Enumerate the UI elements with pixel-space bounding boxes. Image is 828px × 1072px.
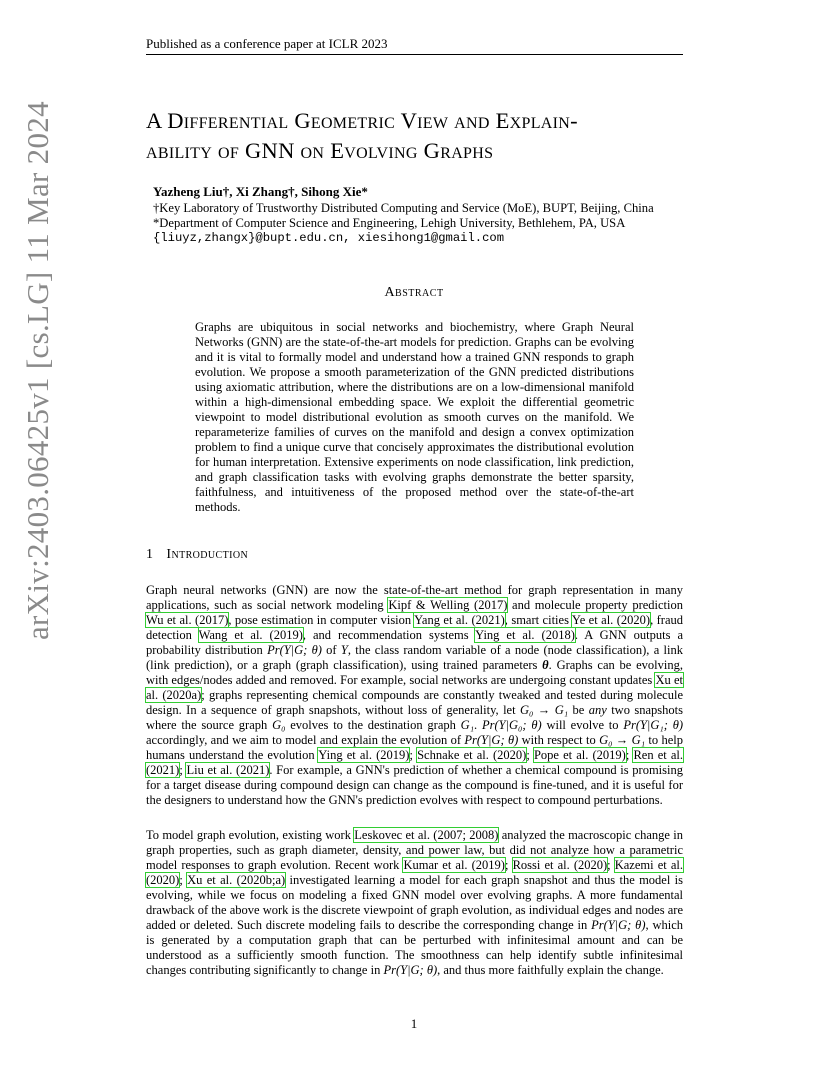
citation-link[interactable]: Liu et al. (2021)	[186, 763, 270, 777]
text-run: analyzed the macroscopic change in graph properties, such as graph diameter, density, and power law, but did not analyze how a parametric model responses to graph evolution. Recent work	[146, 828, 684, 872]
header-rule	[146, 54, 683, 55]
text-run: ;	[179, 873, 188, 887]
citation-link[interactable]: Xu et al. (2020b;a)	[187, 873, 286, 887]
math-expression: Pr(Y|G₁; θ)	[623, 718, 683, 732]
title-line-2: ability of GNN on Evolving Graphs	[146, 138, 494, 163]
text-run: , and thus more faithfully explain the change.	[437, 963, 664, 977]
math-expression: Pr(Y|G; θ)	[591, 918, 646, 932]
citation-link[interactable]: Schnake et al. (2020)	[417, 748, 527, 762]
citation-link[interactable]: Rossi et al. (2020)	[512, 858, 608, 872]
text-run: , fraud detection	[146, 613, 684, 642]
math-expression: G₀ → G₁	[520, 703, 569, 717]
text-run: , the class random variable of a node (node classification), a link (link prediction), or a graph (graph classification), using trained parameters	[146, 643, 683, 672]
abstract-heading: Abstract	[384, 285, 444, 300]
citation-link[interactable]: Kazemi et al. (2020)	[146, 858, 683, 887]
math-expression: Pr(Y|G; θ)	[464, 733, 519, 747]
section-heading-introduction	[146, 547, 248, 563]
citation-link[interactable]: Kumar et al. (2019)	[403, 858, 505, 872]
citation-link[interactable]: Yang et al. (2021)	[414, 613, 505, 627]
citation-link[interactable]: Wang et al. (2019)	[198, 628, 303, 642]
citation-link[interactable]: Wu et al. (2017)	[146, 613, 229, 627]
text-run: ;	[504, 858, 513, 872]
citation-link[interactable]: Xu et al. (2020a)	[146, 673, 683, 702]
text-run: and molecule property prediction	[507, 598, 684, 612]
text-run: To model graph evolution, existing work	[146, 828, 355, 842]
affiliation-1: †Key Laboratory of Trustworthy Distributed Computing and Service (MoE), BUPT, Beijing, China	[153, 201, 654, 215]
text-run: accordingly, and we aim to model and explain the evolution of	[146, 733, 465, 747]
paper-title	[146, 106, 706, 166]
title-line-1: A Differential Geometric View and Explain-	[146, 108, 578, 133]
text-run: , smart cities	[504, 613, 572, 627]
affiliation-2: *Department of Computer Science and Engineering, Lehigh University, Bethlehem, PA, USA	[153, 216, 626, 230]
math-expression: Pr(Y|G₀; θ)	[481, 718, 542, 732]
citation-link[interactable]: Ying et al. (2019)	[318, 748, 410, 762]
math-expression: G₀ → G₁	[599, 733, 646, 747]
intro-paragraph-1	[146, 583, 683, 808]
text-run: ;	[625, 748, 634, 762]
section-number: 1	[146, 547, 154, 562]
arxiv-id-text: arXiv:2403.06425v1 [cs.LG] 11 Mar 2024	[20, 101, 55, 640]
math-expression: θ	[542, 658, 549, 672]
emphasis-text: any	[588, 703, 607, 717]
author-emails: {liuyz,zhangx}@bupt.edu.cn, xiesihong1@gmail.com	[153, 231, 505, 245]
citation-link[interactable]: Ying et al. (2018)	[475, 628, 575, 642]
citation-link[interactable]: Ye et al. (2020)	[571, 613, 651, 627]
text-run: ;	[409, 748, 418, 762]
citation-link[interactable]: Leskovec et al. (2007; 2008)	[354, 828, 499, 842]
author-list: Yazheng Liu†, Xi Zhang†, Sihong Xie*	[153, 184, 368, 199]
text-run: . A GNN outputs a probability distribution	[146, 628, 684, 657]
running-header: Published as a conference paper at ICLR 2023	[146, 36, 388, 51]
text-run: will evolve to	[541, 718, 624, 732]
page-number: 1	[410, 1016, 418, 1031]
text-run: . Graphs can be evolving, with edges/nodes added and removed. For example, social networks are undergoing constant updates	[146, 658, 683, 687]
text-run: , which is generated by a computation graph that can be perturbed with infinitesimal amount and can be understood as a sufficiently smooth function. The smoothness can help identify subtle infinitesimal changes contributing significantly to change in	[146, 918, 683, 977]
text-run: be	[568, 703, 589, 717]
math-expression: G₀	[272, 718, 286, 732]
citation-link[interactable]: Kipf & Welling (2017)	[388, 598, 508, 612]
text-run: investigated learning a model for each graph snapshot and thus the model is evolving, while we focus on modeling a fixed GNN model over evolving graphs. A more fundamental drawback of the above work is the discrete viewpoint of graph evolution, as individual edges and nodes are added or deleted. Such discrete modeling fails to describe the corresponding change in	[146, 873, 683, 932]
text-run: two snapshots where the source graph	[146, 703, 683, 732]
text-run: ; graphs representing chemical compounds are constantly tweaked and tested during molecule design. In a sequence of graph snapshots, without loss of generality, let	[146, 688, 683, 717]
text-run: ;	[526, 748, 534, 762]
text-run: , and recommendation systems	[302, 628, 476, 642]
math-expression: Pr(Y|G; θ)	[383, 963, 438, 977]
text-run: evolves to the destination graph	[285, 718, 461, 732]
citation-link[interactable]: Ren et al. (2021)	[146, 748, 683, 777]
section-title: Introduction	[166, 547, 249, 562]
text-run: ;	[607, 858, 615, 872]
text-run: , pose estimation in computer vision	[228, 613, 415, 627]
text-run: . For example, a GNN's prediction of whether a chemical compound is promising for a target disease during compound design can change as the compound is fine-tuned, and it is useful for the designers to understand how the GNN's prediction evolves with respect to compound perturbations.	[146, 763, 683, 807]
math-expression: G₁	[460, 718, 475, 732]
text-run: Graph neural networks (GNN) are now the state-of-the-art method for graph representation in many applications, such as social network modeling	[146, 583, 683, 612]
math-expression: Y	[340, 643, 348, 657]
abstract-text: Graphs are ubiquitous in social networks and biochemistry, where Graph Neural Networks (GNN) are the state-of-the-art models for prediction. Graphs can be evolving and it is vital to formally model and understand how a trained GNN responds to graph evolution. We propose a smooth parameterization of the GNN predicted distributions using axiomatic attribution, where the distributions are on a low-dimensional manifold within a high-dimensional embedding space. We exploit the differential geometric viewpoint to model distributional evolution as smooth curves on the manifold. We reparameterize families of curves on the manifold and design a convex optimization problem to find a unique curve that concisely approximates the distributional evolution for human interpretation. Extensive experiments on node classification, link prediction, and graph classification tasks with evolving graphs demonstrate the better sparsity, faithfulness, and intuitiveness of the proposed method over the state-of-the-art methods.	[195, 320, 634, 514]
text-run: of	[321, 643, 341, 657]
citation-link[interactable]: Pope et al. (2019)	[533, 748, 626, 762]
text-run: to help humans understand the evolution	[146, 733, 684, 762]
text-run: .	[474, 718, 482, 732]
math-expression: Pr(Y|G; θ)	[267, 643, 322, 657]
intro-paragraph-2	[146, 828, 683, 978]
text-run: with respect to	[518, 733, 600, 747]
text-run: ;	[179, 763, 187, 777]
